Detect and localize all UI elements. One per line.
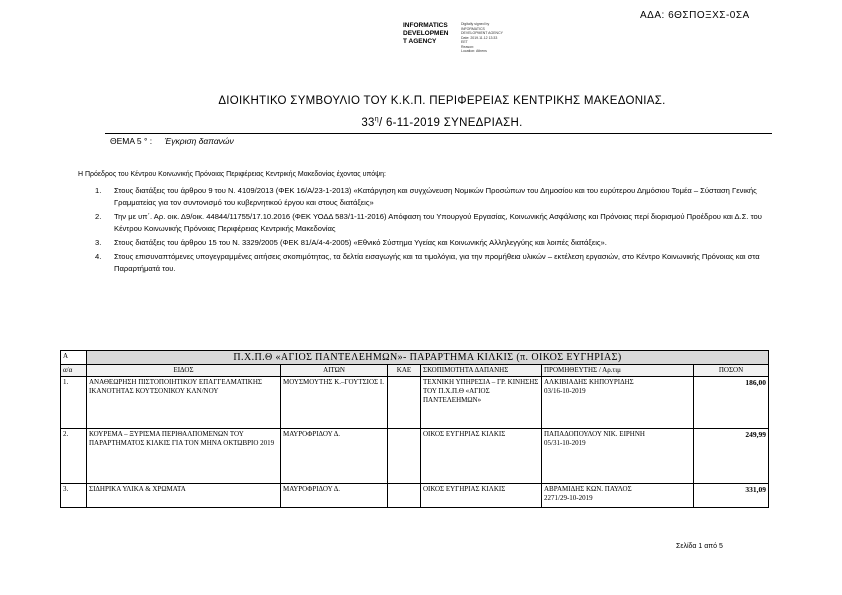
list-item-number: 1.	[95, 186, 102, 195]
invoice-number: 03/16-10-2019	[544, 387, 586, 395]
cell-poson: 186,00	[694, 377, 769, 429]
cell-eidos: ΑΝΑΘΕΩΡΗΣΗ ΠΙΣΤΟΠΟΙΗΤΙΚΟΥ ΕΠΑΓΓΕΛΜΑΤΙΚΗΣ ΙΚΑΝΟΤΗΤΑΣ ΚΟΥΤΣΟΝΙΚΟΥ ΚΛΝ/ΝΟΥ	[87, 377, 281, 429]
list-item	[95, 237, 775, 249]
cell-aiton: ΜΑΥΡΟΦΡΙΔΟΥ Δ.	[281, 484, 388, 508]
digital-signature-details	[461, 22, 521, 54]
list-item-number: 4.	[95, 252, 102, 261]
col-header-skopimotita: ΣΚΟΠΙΜΟΤΗΤΑ ΔΑΠΑΝΗΣ	[421, 365, 542, 377]
topic-label: ΘΕΜΑ 5 ° :	[110, 136, 153, 146]
col-header-aa: α/α	[61, 365, 87, 377]
cell-poson: 331,09	[694, 484, 769, 508]
section-letter: Α	[61, 351, 87, 365]
logo-line: INFORMATICS	[403, 22, 448, 29]
cell-promitheutis	[542, 377, 694, 429]
cell-aa: 1.	[61, 377, 87, 429]
cell-skopimotita: ΟΙΚΟΣ ΕΥΓΗΡΙΑΣ ΚΙΛΚΙΣ	[421, 429, 542, 484]
considerations-list	[95, 185, 775, 277]
list-item-text: Στους επισυναπτόμενες υπογεγραμμένες αιτήσεις σκοπιμότητας, τα δελτία εισαγωγής και τα τιμολόγια, για την προμήθεια υλικών – εκτέλεση εργασιών, στο Κέντρο Κοινωνικής Πρόνοιας και στα Παραρτήματά του.	[114, 252, 760, 273]
header-divider	[105, 133, 772, 134]
signature-line: Digitally signed by	[461, 22, 490, 26]
logo-line: DEVELOPMEN	[403, 30, 449, 37]
board-title: ΔΙΟΙΚΗΤΙΚΟ ΣΥΜΒΟΥΛΙΟ ΤΟΥ Κ.Κ.Π. ΠΕΡΙΦΕΡΕΙΑΣ ΚΕΝΤΡΙΚΗΣ ΜΑΚΕΔΟΝΙΑΣ.	[218, 95, 666, 107]
cell-aa: 3.	[61, 484, 87, 508]
list-item-number: 2.	[95, 212, 102, 221]
topic-line	[110, 136, 234, 146]
cell-aiton: ΜΟΥΣΜΟΥΤΗΣ Κ.–ΓΟΥΤΣΙΟΣ Ι.	[281, 377, 388, 429]
cell-eidos: ΣΙΔΗΡΙΚΑ ΥΛΙΚΑ & ΧΡΩΜΑΤΑ	[87, 484, 281, 508]
cell-eidos: ΚΟΥΡΕΜΑ – ΞΥΡΙΣΜΑ ΠΕΡΙΘΑΛΠΟΜΕΝΩΝ ΤΟΥ ΠΑΡΑΡΤΗΜΑΤΟΣ ΚΙΛΚΙΣ ΓΙΑ ΤΟΝ ΜΗΝΑ ΟΚΤΩΒΡΙΟ 2019	[87, 429, 281, 484]
table-header-row	[61, 365, 769, 377]
cell-aiton: ΜΑΥΡΟΦΡΙΔΟΥ Δ.	[281, 429, 388, 484]
cell-promitheutis	[542, 484, 694, 508]
table-title-row	[61, 351, 769, 365]
signature-line: Date: 2019.11.12 13:33	[461, 35, 498, 40]
signature-line: DEVELOPMENT AGENCY	[461, 31, 503, 35]
list-item-number: 3.	[95, 238, 102, 247]
table-row	[61, 377, 769, 429]
cell-skopimotita: ΤΕΧΝΙΚΗ ΥΠΗΡΕΣΙΑ – ΓΡ. ΚΙΝΗΣΗΣ ΤΟΥ Π.Χ.Π.Θ «ΑΓΙΟΣ ΠΑΝΤΕΛΕΗΜΩΝ»	[421, 377, 542, 429]
cell-kae	[388, 377, 421, 429]
signature-line: Location: Athens	[461, 49, 487, 53]
cell-skopimotita: ΟΙΚΟΣ ΕΥΓΗΡΙΑΣ ΚΙΛΚΙΣ	[421, 484, 542, 508]
digital-signature-logo	[403, 22, 463, 46]
cell-aa: 2.	[61, 429, 87, 484]
table-row	[61, 429, 769, 484]
list-item-text: Στους διατάξεις του άρθρου 15 του Ν. 3329/2005 (ΦΕΚ 81/Α/4-4-2005) «Εθνικό Σύστημα Υγείας και Κοινωνικής Αλληλεγγύης και λοιπές διατάξεις».	[114, 238, 607, 247]
cell-promitheutis	[542, 429, 694, 484]
list-item	[95, 251, 775, 275]
signature-line: EET	[461, 40, 468, 44]
logo-line: T AGENCY	[403, 38, 437, 45]
col-header-eidos: ΕΙΔΟΣ	[87, 365, 281, 377]
col-header-kae: ΚΑΕ	[388, 365, 421, 377]
session-title	[0, 116, 842, 129]
signature-line: INFORMATICS	[461, 26, 485, 31]
supplier-name: ΑΒΡΑΜΙΔΗΣ ΚΩΝ. ΠΑΥΛΟΣ	[544, 485, 632, 493]
list-item-text: Την με υπ΄. Αρ. οικ. Δ9/οικ. 44844/11755/17.10.2016 (ΦΕΚ ΥΟΔΔ 583/1-11-2016) Απόφαση του Υπουργού Εργασίας, Κοινωνικής Ασφάλισης και Πρόνοιας περί διορισμού Προέδρου και Δ.Σ. του Κέντρου Κοινωνικής Πρόνοιας Περιφέρειας Κεντρικής Μακεδονίας	[114, 212, 762, 233]
session-number: 33	[361, 116, 375, 129]
supplier-name: ΠΑΠΑΔΟΠΟΥΛΟΥ ΝΙΚ. ΕΙΡΗΝΗ	[544, 430, 645, 438]
session-superscript: η	[374, 116, 379, 123]
expenses-table	[60, 350, 769, 508]
list-item-text: Στους διατάξεις του άρθρου 9 του Ν. 4109/2013 (ΦΕΚ 16/Α/23-1-2013) «Κατάργηση και συγχώνευση Νομικών Προσώπων του Δημοσίου και του ευρύτερου Δημόσιου Τομέα – Σύσταση Γενικής Γραμματείας για τον συντονισμό του κυβερνητικού έργου και στους διατάξεις»	[114, 186, 757, 207]
cell-kae	[388, 484, 421, 508]
col-header-poson: ΠΟΣΟΝ	[694, 365, 769, 377]
page-number: Σελίδα 1 από 5	[676, 543, 723, 550]
invoice-number: 2271/29-10-2019	[544, 494, 593, 502]
session-date: / 6-11-2019 ΣΥΝΕΔΡΙΑΣΗ.	[378, 116, 523, 129]
cell-poson: 249,99	[694, 429, 769, 484]
col-header-aiton: ΑΙΤΩΝ	[281, 365, 388, 377]
intro-text: Η Πρόεδρος του Κέντρου Κοινωνικής Πρόνοιας Περιφέρειας Κεντρικής Μακεδονίας έχοντας υπόψη:	[78, 171, 386, 178]
table-title: Π.Χ.Π.Θ «ΑΓΙΟΣ ΠΑΝΤΕΛΕΗΜΩΝ»- ΠΑΡΑΡΤΗΜΑ ΚΙΛΚΙΣ (π. ΟΙΚΟΣ ΕΥΓΗΡΙΑΣ)	[87, 351, 769, 365]
topic-subject: Έγκριση δαπανών	[164, 136, 234, 146]
list-item	[95, 185, 775, 209]
supplier-name: ΑΛΚΙΒΙΑΔΗΣ ΚΗΠΟΥΡΙΔΗΣ	[544, 378, 634, 386]
col-header-promitheutis: ΠΡΟΜΗΘΕΥΤΗΣ / Αρ.τιμ	[542, 365, 694, 377]
cell-kae	[388, 429, 421, 484]
list-item	[95, 211, 775, 235]
table-row	[61, 484, 769, 508]
ada-code: ΑΔΑ: 6ΘΣΠΟΞΧΣ-0ΣΑ	[640, 10, 750, 21]
signature-line: Reason:	[461, 44, 475, 49]
invoice-number: 05/31-10-2019	[544, 439, 586, 447]
